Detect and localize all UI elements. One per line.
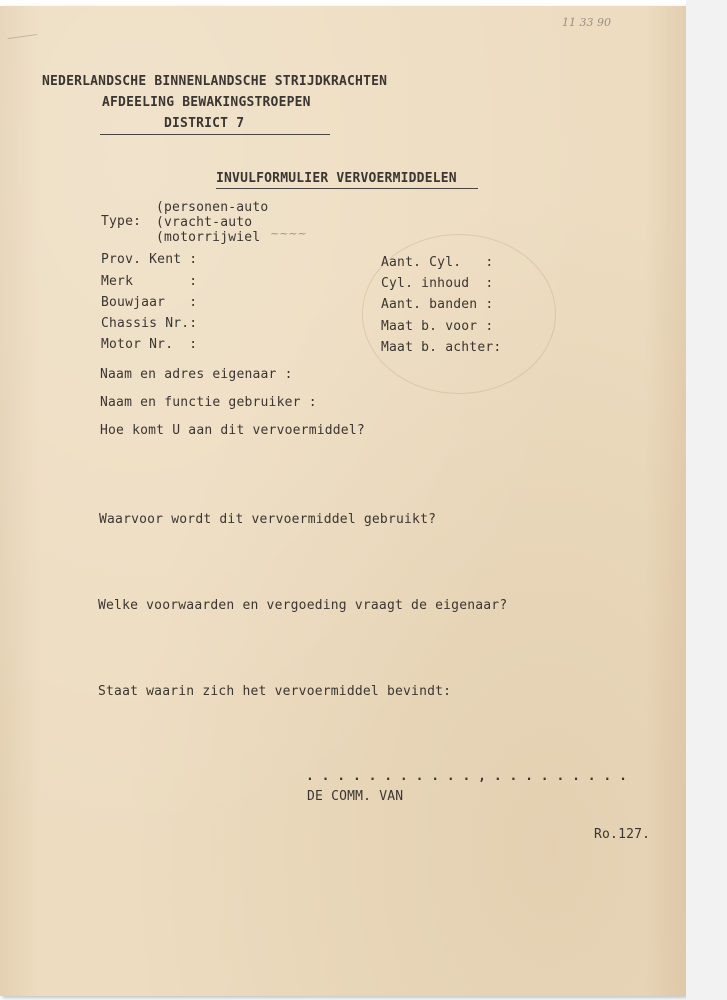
- form-title-underline: [216, 188, 478, 189]
- corner-fold-mark: [8, 34, 39, 45]
- background-margin: [686, 0, 727, 1000]
- header-line-2: AFDEELING BEWAKINGSTROEPEN: [102, 95, 311, 110]
- question-conditions-compensation: Welke voorwaarden en vergoeding vraagt de eigenaar?: [98, 598, 508, 613]
- field-user-name-function: Naam en functie gebruiker :: [100, 395, 317, 410]
- question-condition-state: Staat waarin zich het vervoermiddel bevindt:: [98, 684, 452, 699]
- header-underline: [100, 134, 330, 135]
- field-maat-b-voor: Maat b. voor :: [381, 319, 494, 334]
- handwritten-note: 11 33 90: [562, 16, 611, 29]
- signature-dotted-line: . . . . . . . . . . . , . . . . . . . . .: [306, 769, 627, 784]
- signature-label: DE COMM. VAN: [307, 789, 404, 804]
- type-option-vracht-auto: (vracht-auto: [156, 215, 253, 230]
- question-how-obtained: Hoe komt U aan dit vervoermiddel?: [100, 423, 365, 438]
- field-chassis-nr: Chassis Nr.:: [101, 316, 198, 331]
- reference-number: Ro.127.: [594, 827, 651, 842]
- document-page: [0, 6, 686, 996]
- field-bouwjaar: Bouwjaar :: [101, 295, 198, 310]
- field-motor-nr: Motor Nr. :: [101, 337, 198, 352]
- field-cyl-inhoud: Cyl. inhoud :: [381, 276, 494, 291]
- type-option-motorrijwiel: (motorrijwiel: [156, 230, 261, 245]
- question-used-for: Waarvoor wordt dit vervoermiddel gebruikt?: [99, 512, 437, 527]
- field-aant-banden: Aant. banden :: [381, 297, 494, 312]
- header-line-3: DISTRICT 7: [164, 116, 245, 131]
- field-owner-name-address: Naam en adres eigenaar :: [100, 367, 293, 382]
- header-line-1: NEDERLANDSCHE BINNENLANDSCHE STRIJDKRACHTEN: [42, 74, 388, 89]
- type-label: Type:: [101, 214, 142, 229]
- field-maat-b-achter: Maat b. achter:: [381, 340, 502, 355]
- field-merk: Merk :: [101, 274, 198, 289]
- field-prov-kent: Prov. Kent :: [101, 252, 198, 267]
- type-handwritten-annotation: ~~~~: [270, 227, 307, 240]
- field-aant-cyl: Aant. Cyl. :: [381, 255, 494, 270]
- form-title: INVULFORMULIER VERVOERMIDDELEN: [216, 171, 457, 186]
- type-option-personen-auto: (personen-auto: [156, 200, 269, 215]
